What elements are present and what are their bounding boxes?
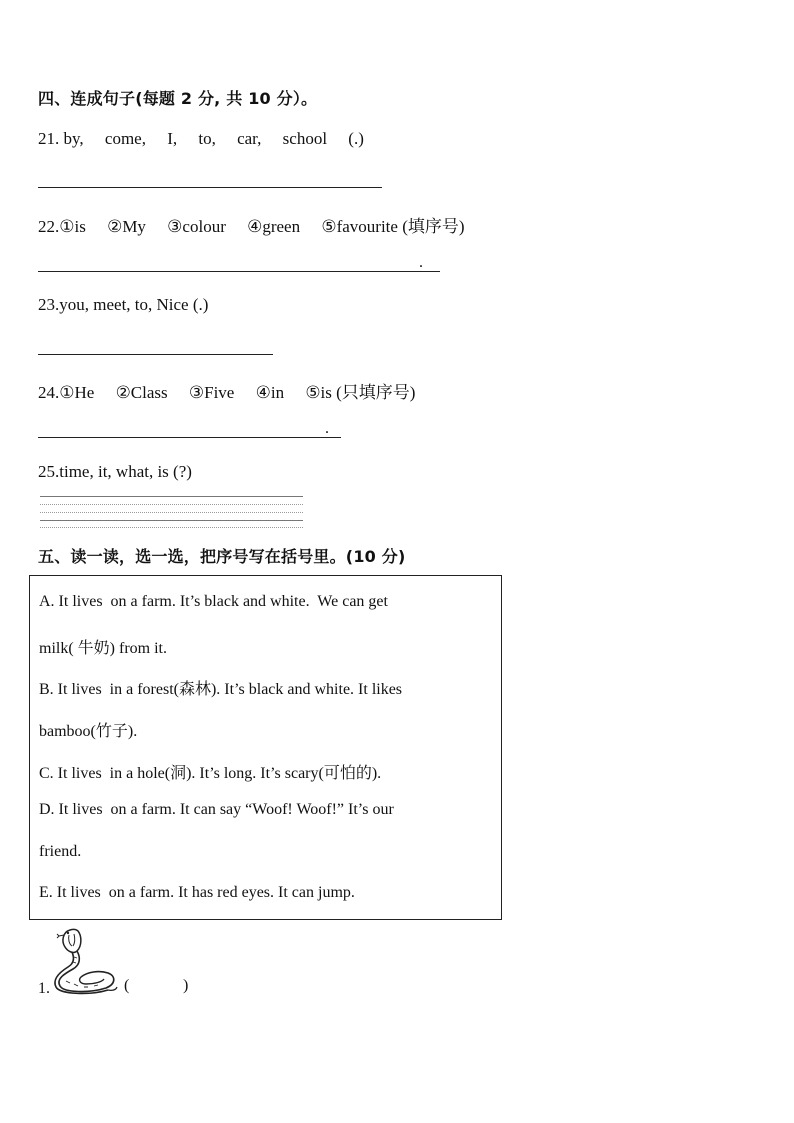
answer-period-24: . <box>325 420 329 437</box>
grid-line-upper <box>40 504 303 505</box>
answer-period-22: . <box>419 254 423 271</box>
answer-line-22[interactable] <box>38 271 440 272</box>
grid-line-base <box>40 520 303 521</box>
question-22: 22.①is ②My ③colour ④green ⑤favourite (填序号) <box>38 217 465 236</box>
section-4-heading: 四、连成句子(每题 2 分, 共 10 分）。 <box>38 89 318 108</box>
option-c: C. It lives in a hole(洞). It’s long. It’s scary(可怕的). <box>39 765 382 782</box>
answer-line-23[interactable] <box>38 354 273 355</box>
option-a-line-1: A. It lives on a farm. It’s black and white. We can get <box>39 593 388 610</box>
answer-open-paren: ( <box>124 977 130 994</box>
snake-icon <box>50 924 118 996</box>
answer-line-21[interactable] <box>38 187 382 188</box>
section-5-heading: 五、读一读，选一选，把序号写在括号里。(10 分) <box>38 547 406 566</box>
answer-close-paren: ) <box>183 977 189 994</box>
option-b-line-1: B. It lives in a forest(森林). It’s black and white. It likes <box>39 681 403 698</box>
question-21: 21. by, come, I, to, car, school (.) <box>38 129 364 148</box>
question-25: 25.time, it, what, is (?) <box>38 462 192 481</box>
option-e: E. It lives on a farm. It has red eyes. It can jump. <box>39 884 355 901</box>
option-b-line-2: bamboo(竹子). <box>39 723 138 740</box>
answer-line-24[interactable] <box>38 437 341 438</box>
options-box <box>29 575 502 920</box>
question-23: 23.you, meet, to, Nice (.) <box>38 295 209 314</box>
grid-line-top <box>40 496 303 497</box>
four-line-writing-grid[interactable] <box>40 496 303 530</box>
grid-line-bottom <box>40 527 303 528</box>
option-d-line-2: friend. <box>39 843 82 860</box>
grid-line-middle <box>40 512 303 513</box>
option-a-line-2: milk( 牛奶) from it. <box>39 640 167 657</box>
answer-blank-1[interactable] <box>134 977 182 997</box>
question-24: 24.①He ②Class ③Five ④in ⑤is (只填序号) <box>38 383 416 402</box>
option-d-line-1: D. It lives on a farm. It can say “Woof! Woof!” It’s our <box>39 801 394 818</box>
item-1-number: 1. <box>38 980 50 997</box>
